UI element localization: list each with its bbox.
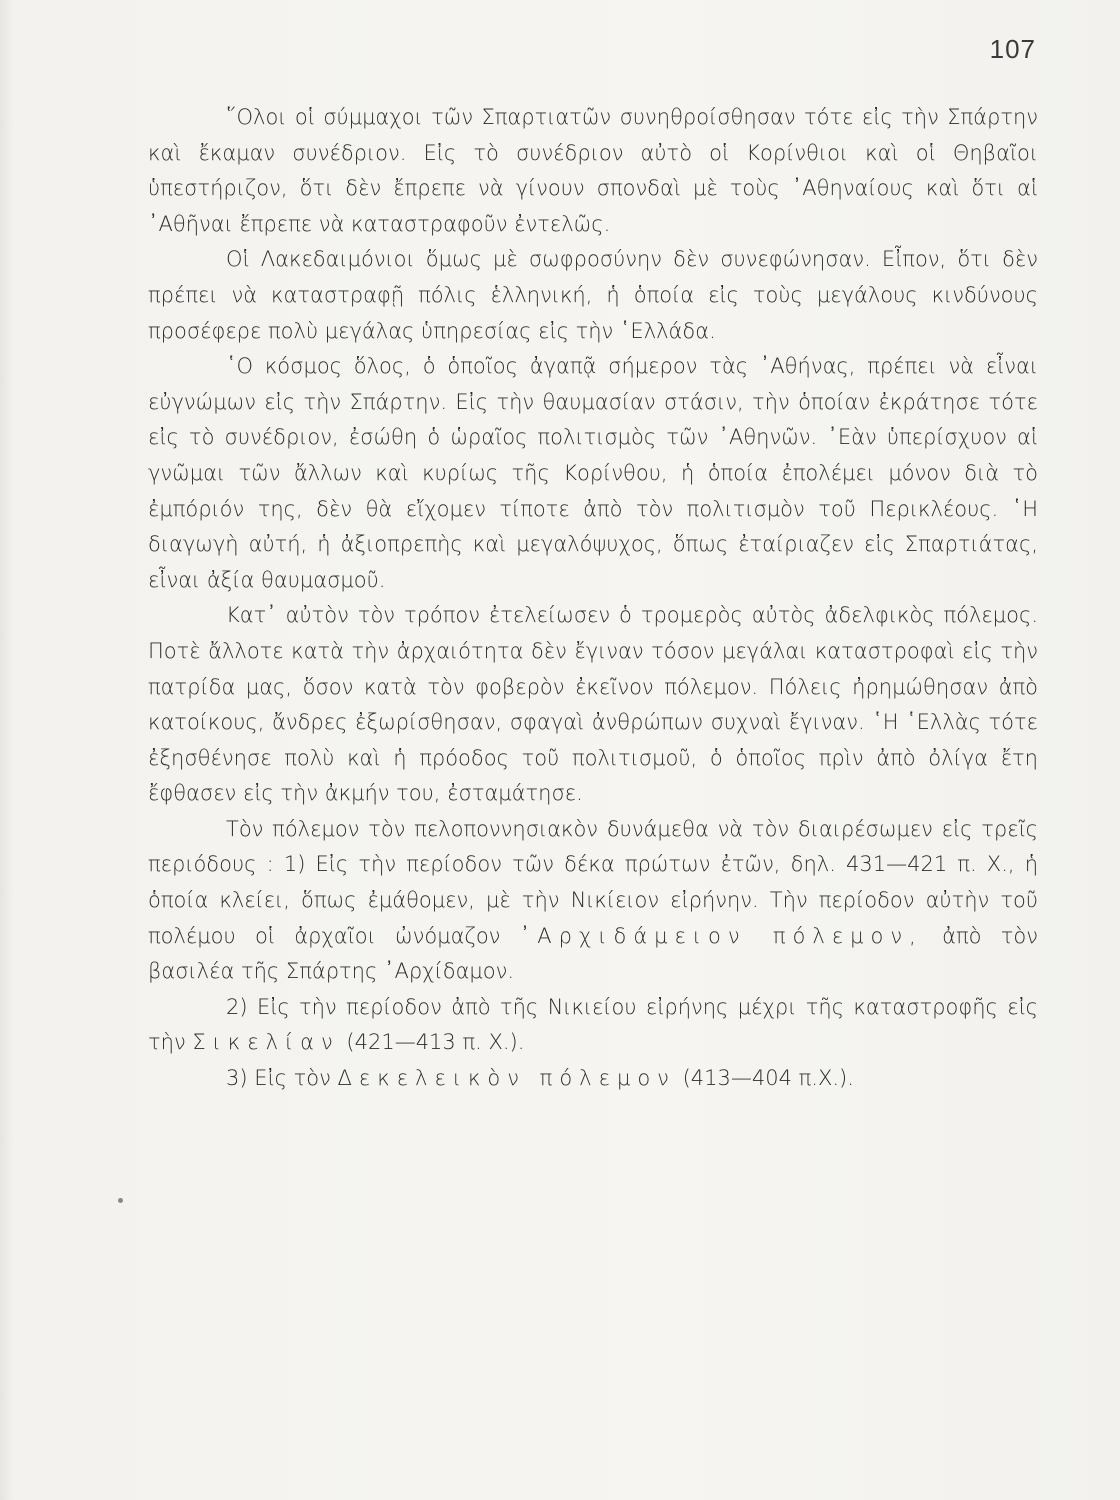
body-text: [148, 100, 1038, 1097]
paragraph-allies-congress: ῞Ολοι οἱ σύμμαχοι τῶν Σπαρτιατῶν συνηθροίσθησαν τότε εἰς τὴν Σπάρτην καὶ ἔκαμαν συνέδριον. Εἰς τὸ συνέδριον αὐτὸ οἱ Κορίνθιοι καὶ οἱ Θηβαῖοι ὑπεστήριζον, ὅτι δὲν ἔπρεπε νὰ γίνουν σπονδαὶ μὲ τοὺς ᾿Αθηναίους καὶ ὅτι αἱ ᾿Αθῆναι ἔπρεπε νὰ καταστραφοῦν ἐντελῶς.: [148, 105, 1038, 236]
sicily-term: Σικελίαν: [192, 1030, 340, 1055]
period-two-text: 2) Εἰς τὴν περίοδον ἀπὸ τῆς Νικιείου εἰρήνης μέχρι τῆς καταστροφῆς εἰς τὴν: [148, 994, 1038, 1055]
paragraph-gratitude-sparta: ῾Ο κόσμος ὅλος, ὁ ὁποῖος ἀγαπᾷ σήμερον τὰς ᾿Αθήνας, πρέπει νὰ εἶναι εὐγνώμων εἰς τὴν Σπάρτην. Εἰς τὴν θαυμασίαν στάσιν, τὴν ὁποίαν ἐκράτησε τότε εἰς τὸ συνέδριον, ἐσώθη ὁ ὡραῖος πολιτισμὸς τῶν ᾿Αθηνῶν. ᾿Εὰν ὑπερίσχυον αἱ γνῶμαι τῶν ἄλλων καὶ κυρίως τῆς Κορίνθου, ἡ ὁποία ἐπολέμει μόνον διὰ τὸ ἐμπόριόν της, δὲν θὰ εἴχομεν τίποτε ἀπὸ τὸν πολιτισμὸν τοῦ Περικλέους. ῾Η διαγωγὴ αὐτή, ἡ ἀξιοπρεπὴς καὶ μεγαλόψυχος, ὅπως ἐταίριαζεν εἰς Σπαρτιάτας, εἶναι ἀξία θαυμασμοῦ.: [148, 354, 1038, 592]
periods-intro-text: Τὸν πόλεμον τὸν πελοποννησιακὸν δυνάμεθα νὰ τὸν διαιρέσωμεν εἰς τρεῖς περιόδους : 1) Εἰς τὴν περίοδον τῶν δέκα πρώτων ἐτῶν, δηλ. 431—421 π. Χ., ἡ ὁποία κλείει, ὅπως ἐμάθομεν, μὲ τὴν Νικίειον εἰρήνην. Τὴν περίοδον αὐτὴν τοῦ πολέμου οἱ ἀρχαῖοι ὠνόμαζον: [148, 816, 1038, 948]
paragraph-period-two: [148, 990, 1038, 1061]
paragraph-lacedaemonians: Οἱ Λακεδαιμόνιοι ὅμως μὲ σωφροσύνην δὲν συνεφώνησαν. Εἶπον, ὅτι δὲν πρέπει νὰ καταστραφῇ πόλις ἑλληνική, ἡ ὁποία εἰς τοὺς μεγάλους κινδύνους προσέφερε πολὺ μεγάλας ὑπηρεσίας εἰς τὴν ῾Ελλάδα.: [148, 247, 1038, 343]
period-two-dates: (421—413 π. Χ.).: [346, 1030, 525, 1055]
paragraph-period-three: [148, 1061, 1038, 1097]
paragraph-periods-intro: [148, 812, 1038, 990]
periods-intro-end: ἀπὸ τὸν βασιλέα τῆς Σπάρτης ᾿Αρχίδαμον.: [148, 923, 1038, 984]
period-three-dates: (413—404 π.Χ.).: [682, 1066, 854, 1091]
margin-mark: [118, 1198, 123, 1203]
paragraph-war-end: Κατ᾿ αὐτὸν τὸν τρόπον ἐτελείωσεν ὁ τρομερὸς αὐτὸς ἀδελφικὸς πόλεμος. Ποτὲ ἄλλοτε κατὰ τὴν ἀρχαιότητα δὲν ἔγιναν τόσον μεγάλαι καταστροφαὶ εἰς τὴν πατρίδα μας, ὅσον κατὰ τὸν φοβερὸν ἐκεῖνον πόλεμον. Πόλεις ἠρημώθησαν ἀπὸ κατοίκους, ἄνδρες ἐξωρίσθησαν, σφαγαὶ ἀνθρώπων συχναὶ ἔγιναν. ῾Η ῾Ελλὰς τότε ἐξησθένησε πολὺ καὶ ἡ πρόοδος τοῦ πολιτισμοῦ, ὁ ὁποῖος πρὶν ἀπὸ ὀλίγα ἔτη ἔφθασεν εἰς τὴν ἀκμήν του, ἐσταμάτησε.: [148, 603, 1038, 806]
archidamian-war-term: ᾿Αρχιδάμειον πόλεμον,: [519, 923, 923, 948]
decelean-war-term: Δεκελεικὸν πόλεμον: [337, 1066, 676, 1091]
period-three-text: 3) Εἰς τὸν: [226, 1066, 331, 1091]
page-number: 107: [989, 34, 1036, 64]
